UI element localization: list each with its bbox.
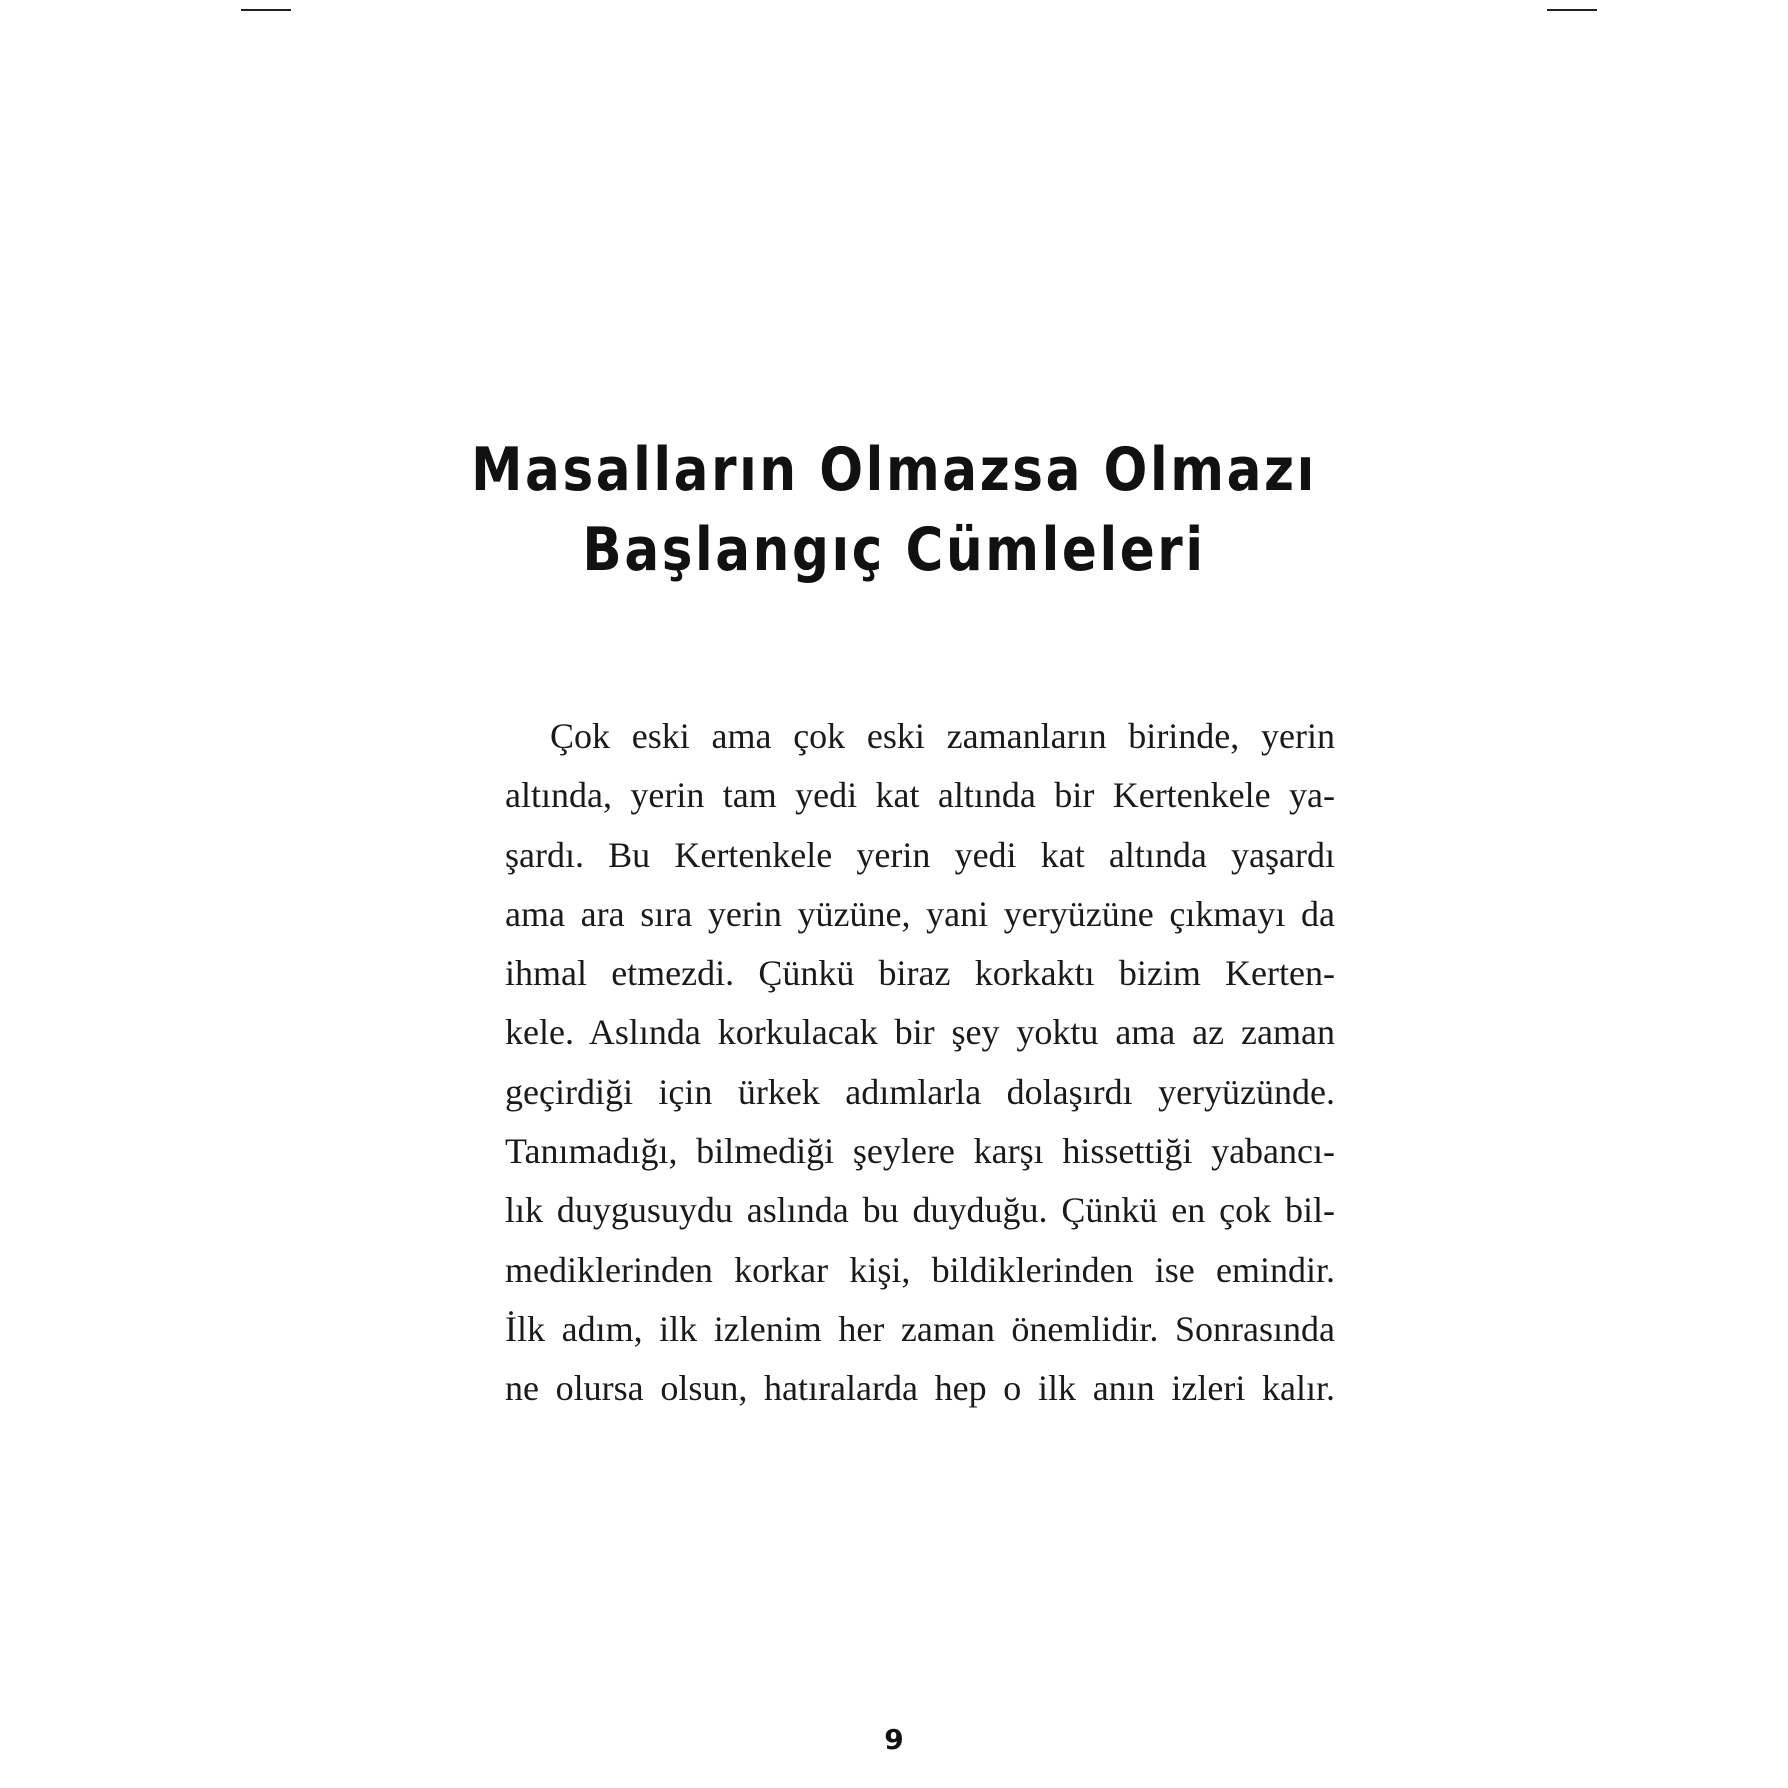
paragraph-line: ne olursa olsun, hatıralarda hep o ilk anın izleri kalır. [505,1368,1335,1409]
paragraph-line: İlk adım, ilk izlenim her zaman önemlidir. Sonrasında [505,1308,1335,1349]
paragraph-line: ihmal etmezdi. Çünkü biraz korkaktı bizim Kerten- [505,953,1335,994]
paragraph-line: altında, yerin tam yedi kat altında bir Kertenkele ya- [505,775,1335,816]
crop-mark-left [241,9,291,11]
body-paragraph [505,707,1335,1419]
paragraph-line: ama ara sıra yerin yüzüne, yani yeryüzüne çıkmayı da [505,893,1335,934]
chapter-title [0,430,1788,590]
paragraph-line: Tanımadığı, bilmediği şeylere karşı hissettiği yabancı- [505,1131,1335,1172]
page-number: 9 [884,1723,904,1756]
paragraph-line: Çok eski ama çok eski zamanların birinde, yerin [550,716,1335,756]
crop-mark-right [1547,9,1597,11]
paragraph-line: şardı. Bu Kertenkele yerin yedi kat altında yaşardı [505,834,1335,875]
paragraph-line: kele. Aslında korkulacak bir şey yoktu ama az zaman [505,1012,1335,1053]
chapter-title-line-2: Başlangıç Cümleleri [582,515,1206,585]
chapter-title-line-1: Masalların Olmazsa Olmazı [471,435,1317,505]
paragraph-line: mediklerinden korkar kişi, bildiklerinden ise emindir. [505,1249,1335,1290]
paragraph-line: geçirdiği için ürkek adımlarla dolaşırdı yeryüzünde. [505,1071,1335,1112]
paragraph-line: lık duygusuydu aslında bu duyduğu. Çünkü en çok bil- [505,1190,1335,1231]
